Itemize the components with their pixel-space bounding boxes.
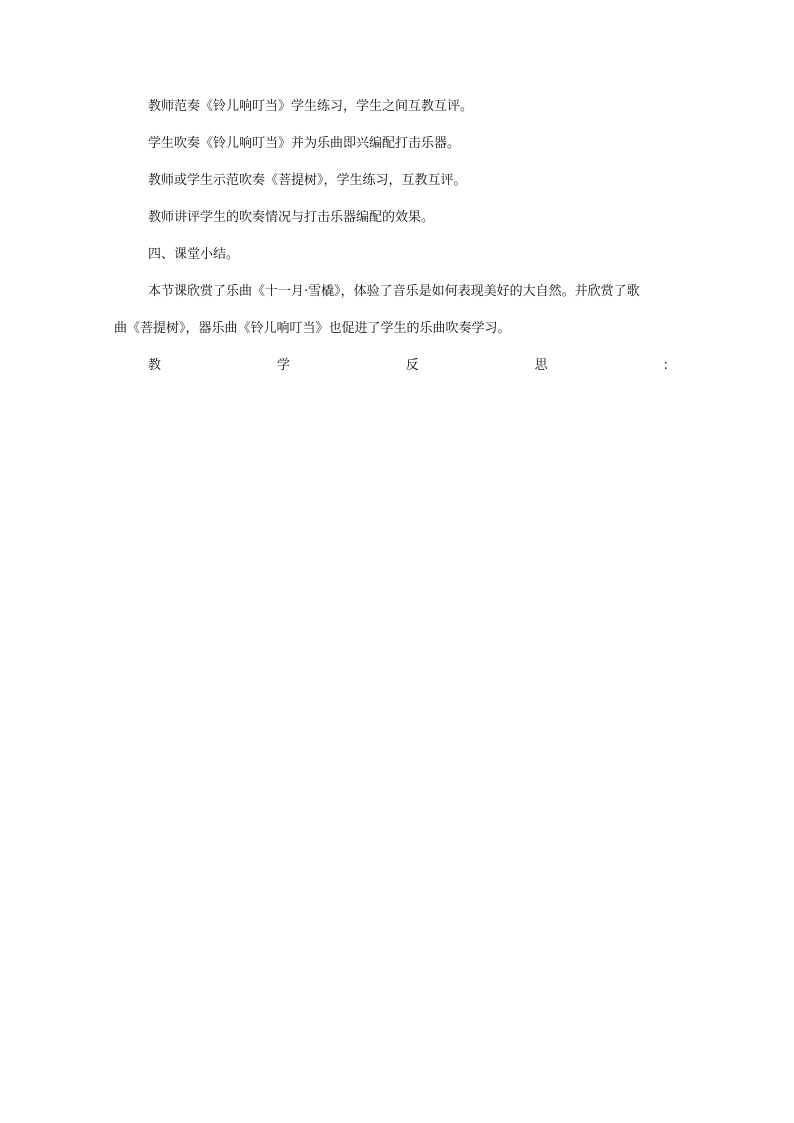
paragraph-student-play: 学生吹奏《铃儿响叮当》并为乐曲即兴编配打击乐器。	[148, 136, 461, 151]
reflection-colon: :	[663, 358, 668, 373]
summary-line-1: 本节课欣赏了乐曲《十一月·雪橇》，体验了音乐是如何表现美好的大自然。并欣赏了歌	[148, 284, 640, 299]
reflection-char: 反	[405, 358, 419, 373]
reflection-char: 学	[276, 358, 290, 373]
summary-line-2: 曲《菩提树》，器乐曲《铃儿响叮当》也促进了学生的乐曲吹奏学习。	[114, 321, 511, 336]
reflection-char: 思	[534, 358, 548, 373]
paragraph-bodhi-tree-demo: 教师或学生示范吹奏《菩提树》，学生练习，互教互评。	[148, 173, 467, 188]
section-heading-summary: 四、课堂小结。	[148, 247, 240, 262]
paragraph-teacher-review: 教师讲评学生的吹奏情况与打击乐器编配的效果。	[148, 210, 435, 225]
paragraph-summary	[114, 273, 684, 347]
paragraph-teacher-demo: 教师范奏《铃儿响叮当》学生练习，学生之间互教互评。	[148, 99, 474, 114]
reflection-char: 教	[148, 358, 162, 373]
reflection-heading	[148, 347, 668, 384]
